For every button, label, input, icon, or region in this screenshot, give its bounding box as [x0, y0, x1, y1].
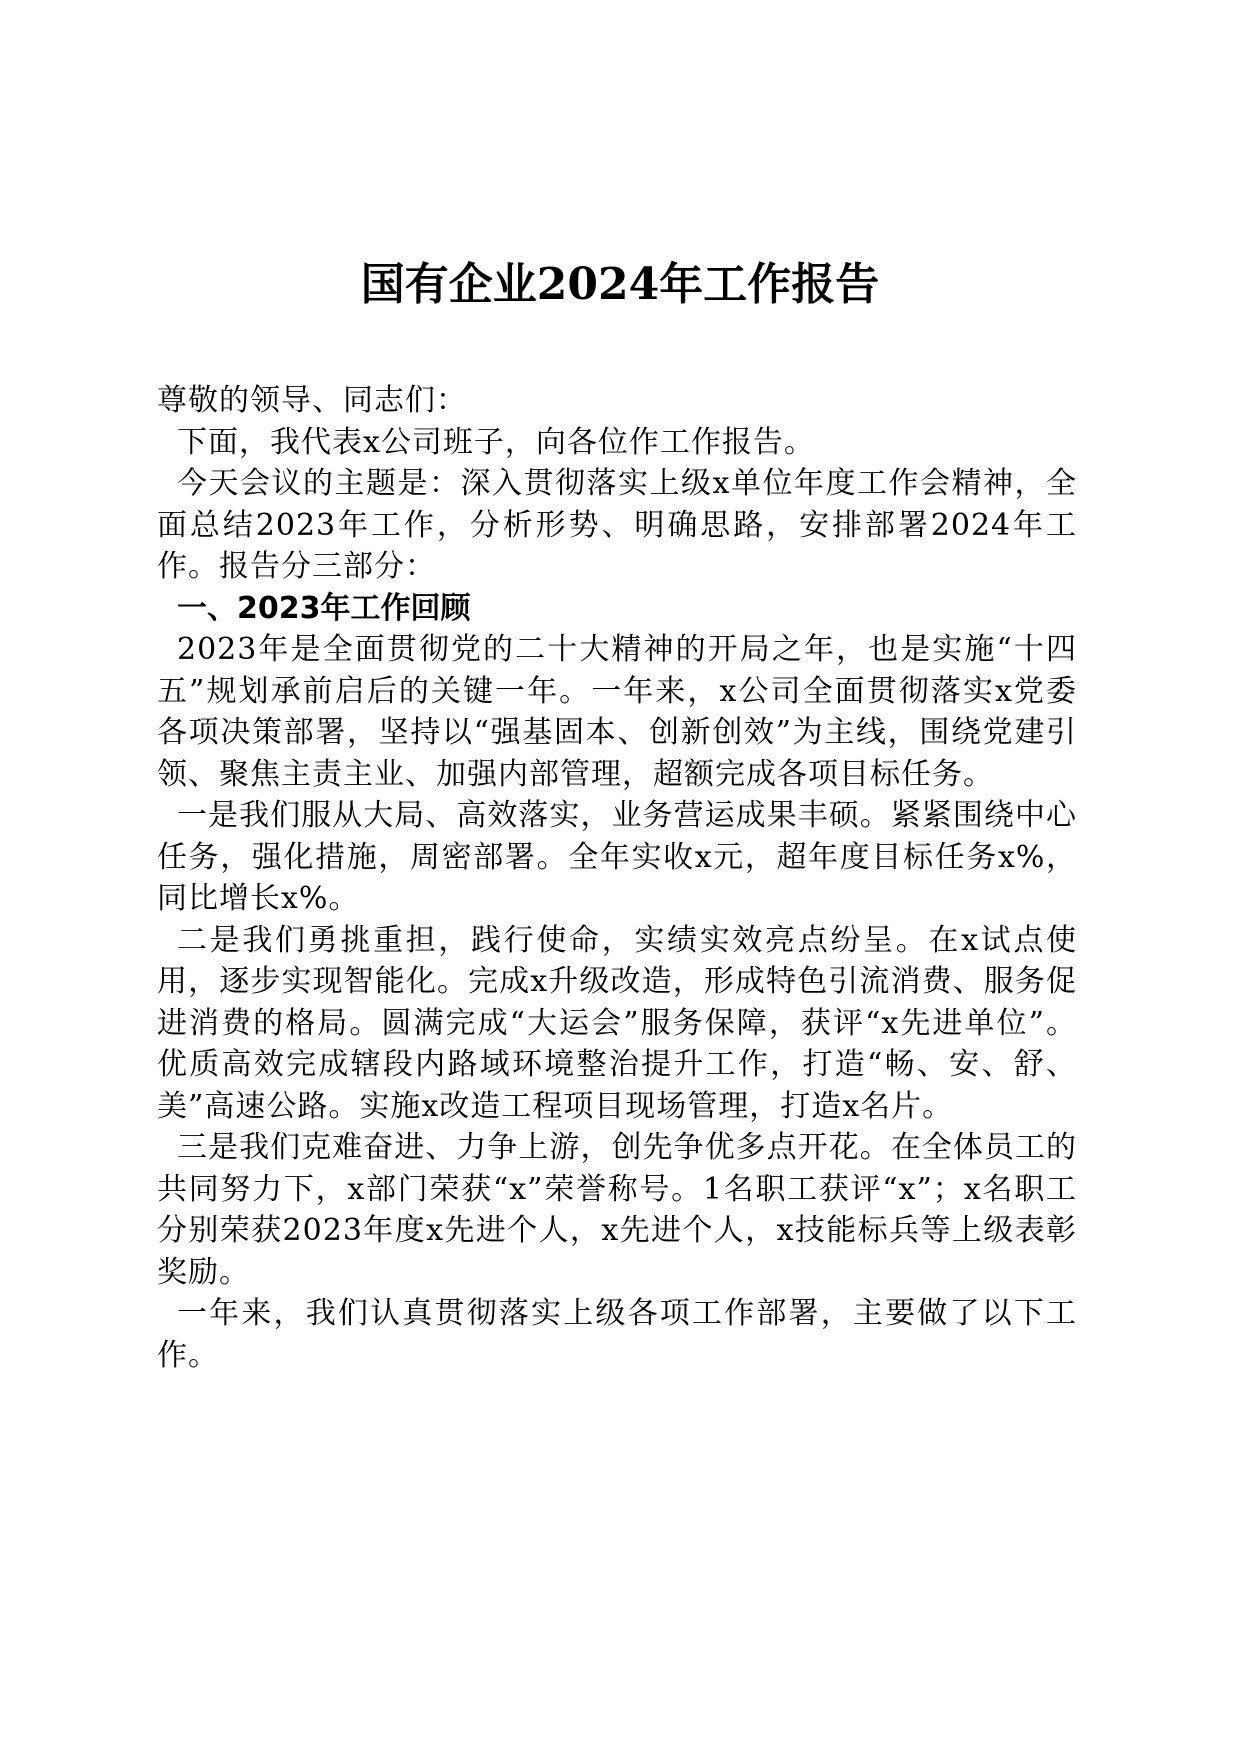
paragraph-overview: 2023年是全面贯彻党的二十大精神的开局之年，也是实施“十四五”规划承前启后的关键一年。一年来，x公司全面贯彻落实x党委各项决策部署，坚持以“强基固本、创新创效”为主线，围绕党建引领、聚焦主责主业、加强内部管理，超额完成各项目标任务。 — [157, 632, 1077, 792]
paragraph-point-two: 二是我们勇挑重担，践行使命，实绩实效亮点纷呈。在x试点使用，逐步实现智能化。完成x升级改造，形成特色引流消费、服务促进消费的格局。圆满完成“大运会”服务保障，获评“x先进单位”。优质高效完成辖段内路域环境整治提升工作，打造“畅、安、舒、美”高速公路。实施x改造工程项目现场管理，打造x名片。 — [157, 922, 1077, 1124]
document-title: 国有企业2024年工作报告 — [360, 259, 880, 310]
paragraph-meeting-theme: 今天会议的主题是：深入贯彻落实上级x单位年度工作会精神，全面总结2023年工作，分析形势、明确思路，安排部署2024年工作。报告分三部分： — [157, 466, 1077, 584]
salutation: 尊敬的领导、同志们： — [157, 383, 467, 418]
paragraph-point-one: 一是我们服从大局、高效落实，业务营运成果丰硕。紧紧围绕中心任务，强化措施，周密部署。全年实收x元，超年度目标任务x%，同比增长x%。 — [157, 798, 1077, 916]
paragraph-closing: 一年来，我们认真贯彻落实上级各项工作部署，主要做了以下工作。 — [157, 1296, 1077, 1373]
document-body — [157, 380, 1077, 1376]
paragraph-intro: 下面，我代表x公司班子，向各位作工作报告。 — [177, 424, 815, 460]
section-heading-review: 一、2023年工作回顾 — [177, 590, 471, 626]
paragraph-point-three: 三是我们克难奋进、力争上游，创先争优多点开花。在全体员工的共同努力下，x部门荣获“x”荣誉称号。1名职工获评“x”；x名职工分别荣获2023年度x先进个人，x先进个人，x技能标兵等上级表彰奖励。 — [157, 1130, 1077, 1290]
